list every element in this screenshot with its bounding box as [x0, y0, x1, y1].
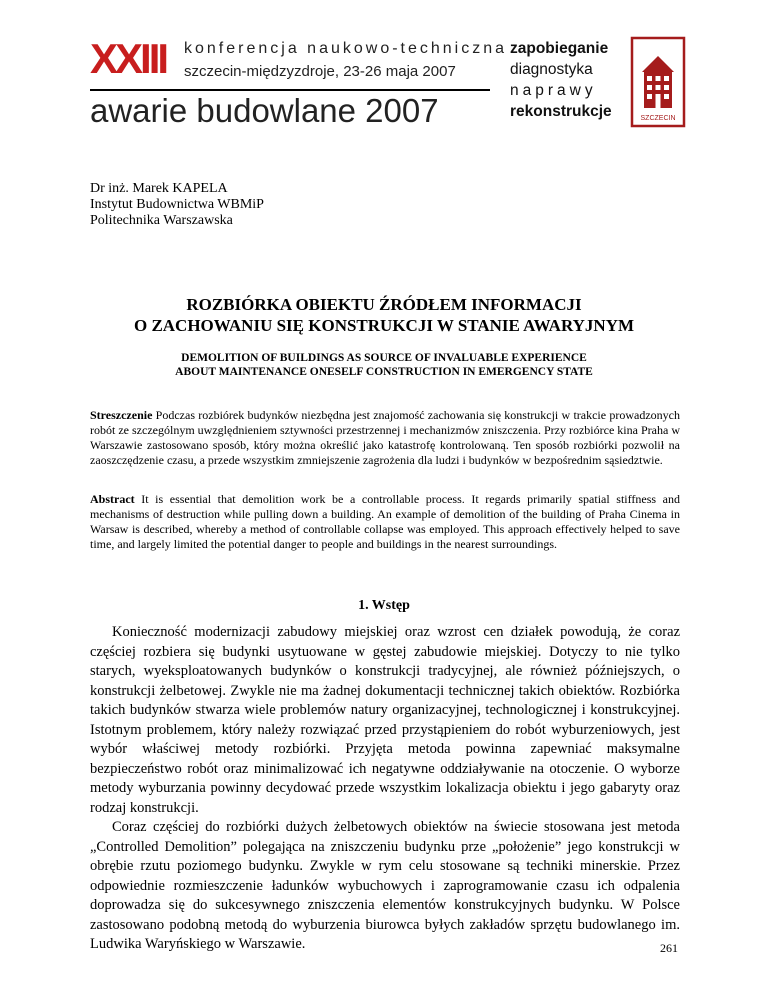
abstract-polish — [90, 408, 680, 468]
topic-item: diagnostyka — [510, 61, 593, 78]
abstract-text: Podczas rozbiórek budynków niezbędna jest znajomość zachowania się konstrukcji w trakcie prowadzonych robót ze szczególnym uwzględnieniem sztywności przestrzennej i mechanizmów zniszczenia. Przy rozbiórce kina Praha w Warszawie zastosowano sposób, który można określić jako katastrofę kontrolowaną. Ten sposób rozbiórki pozwolił na zaoszczędzenie czasu, a przede wszystkim zmniejszenie zagrożenia dla ludzi i budynków w bezpośrednim sąsiedztwie. — [90, 408, 680, 467]
title-line: ROZBIÓRKA OBIEKTU ŹRÓDŁEM INFORMACJI — [186, 295, 582, 314]
paragraph: Konieczność modernizacji zabudowy miejskiej oraz wzrost cen działek powodują, że coraz częściej rozbiera się budynki usytuowane w gęstej zabudowie miejskiej. Dotyczy to nie tylko starych, wyeksploatowanych budynków o konstrukcji tradycyjnej, ale również późniejszych, o konstrukcji żelbetowej. Zwykle nie ma żadnej dokumentacji technicznej takich obiektów. Rozbiórka takich budynków stwarza wiele problemów natury organizacyjnej, technologicznej i konstrukcyjnej. Istotnym problemem, który należy rozwiązać przed przystąpieniem do robót wyburzeniowych, jest wybór właściwej metody rozbiórki. Przyjęta metoda powinna zapewniać maksymalne bezpieczeństwo robót oraz minimalizować ich negatywne oddziaływanie na otoczenie. O wyborze metody wyburzania powinny decydować przede wszystkim lokalizacja obiektu i jego gabaryty oraz rodzaj konstrukcji. — [90, 624, 680, 816]
paragraph: Coraz częściej do rozbiórki dużych żelbetowych obiektów na świecie stosowana jest metoda „Controlled Demolition” polegająca na zniszczeniu budynku prze „położenie” jego konstrukcji w obrębie rzutu poziomego budynku. Zwykle w rym celu stosowane są techniki minerskie. Przez odpowiednie rozmieszczenie ładunków wybuchowych i zaprogramowanie czasu ich odpalenia doprowadza się do sukcesywnego zniszczenia elementów konstrukcyjnych budynku. W Polsce zastosowano podobną metodą do wyburzenia biurowca byłych zakładów sprzętu budowlanego im. Ludwika Waryńskiego w Warszawie. — [90, 819, 680, 952]
author-name: Dr inż. Marek KAPELA — [90, 181, 228, 196]
logo-text: SZCZECIN — [640, 115, 676, 122]
title-line: O ZACHOWANIU SIĘ KONSTRUKCJI W STANIE AWARYJNYM — [133, 316, 635, 335]
section-heading: 1. Wstęp — [358, 598, 410, 613]
conference-edition: XXIII — [90, 35, 167, 82]
conference-type: konferencja naukowo-techniczna — [184, 40, 508, 57]
paper-title-english — [0, 351, 768, 379]
topic-item: zapobieganie — [510, 40, 609, 57]
page-number: 261 — [660, 941, 678, 955]
abstract-label: Streszczenie — [90, 408, 153, 422]
author-university: Politechnika Warszawska — [90, 213, 233, 228]
abstract-label: Abstract — [90, 492, 135, 506]
abstract-text: It is essential that demolition work be a controllable process. It regards primarily spatial stiffness and mechanisms of destruction while pulling down a building. An example of demolition of the building of Praha Cinema in Warsaw is described, whereby a method of controllable collapse was employed. This approach effectively helped to save time, and largely limited the potential danger to people and buildings in the nearest surroundings. — [90, 492, 680, 551]
paper-title-polish — [0, 294, 768, 336]
building-logo-icon — [630, 36, 686, 128]
author-block — [90, 181, 264, 229]
title-line: ABOUT MAINTENANCE ONESELF CONSTRUCTION IN EMERGENCY STATE — [175, 366, 593, 378]
header-divider — [90, 89, 490, 91]
conference-title: awarie budowlane 2007 — [90, 92, 439, 129]
body-text — [90, 623, 680, 955]
conference-place-date: szczecin-międzyzdroje, 23-26 maja 2007 — [184, 63, 456, 80]
title-line: DEMOLITION OF BUILDINGS AS SOURCE OF INVALUABLE EXPERIENCE — [181, 352, 587, 364]
conference-header — [90, 36, 690, 136]
abstract-english — [90, 492, 680, 552]
author-institute: Instytut Budownictwa WBMiP — [90, 197, 264, 212]
topic-item: naprawy — [510, 82, 597, 99]
conference-topics — [510, 38, 640, 122]
topic-item: rekonstrukcje — [510, 103, 612, 120]
